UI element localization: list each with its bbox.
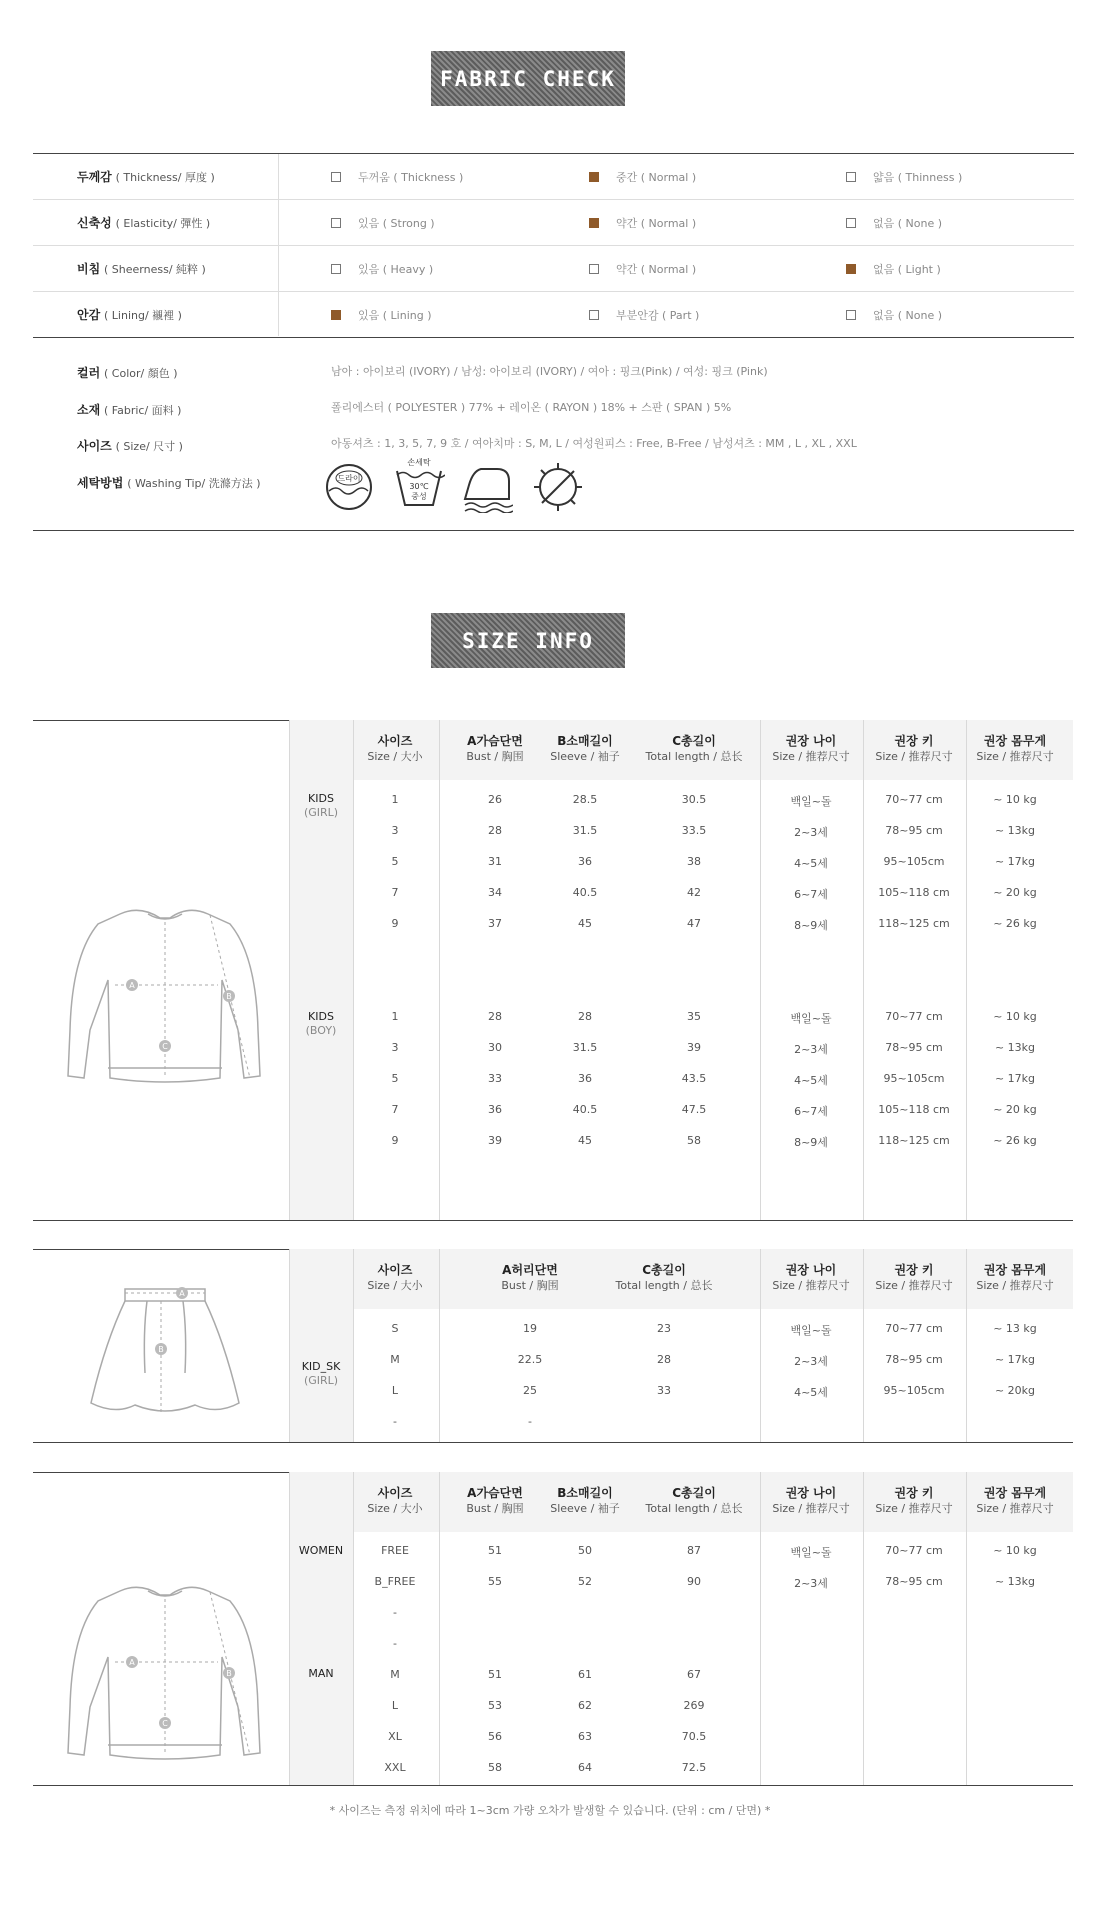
fabric-row-label: 두께감 ( Thickness/ 厚度 ) bbox=[77, 170, 215, 184]
table-cell: 45 bbox=[578, 917, 592, 930]
unchecked-box-icon bbox=[846, 172, 856, 182]
fabric-table-top-line bbox=[33, 153, 1074, 154]
table-cell: 39 bbox=[687, 1041, 701, 1054]
table-cell: 58 bbox=[488, 1761, 502, 1774]
hand-wash-icon bbox=[393, 455, 445, 513]
table-cell: ~ 20 kg bbox=[993, 1103, 1037, 1116]
table-cell: 33 bbox=[488, 1072, 502, 1085]
table-cell: 118~125 cm bbox=[878, 917, 950, 930]
fabric-row-label: 신축성 ( Elasticity/ 彈性 ) bbox=[77, 216, 211, 230]
fabric-option: 있음 ( Strong ) bbox=[331, 215, 435, 231]
checked-box-icon bbox=[589, 218, 599, 228]
table-cell: 70~77 cm bbox=[885, 793, 943, 806]
table-cell: 33 bbox=[657, 1384, 671, 1397]
table-cell: ~ 17kg bbox=[994, 1072, 1036, 1085]
table-cell: 45 bbox=[578, 1134, 592, 1147]
table-cell: ~ 20 kg bbox=[993, 886, 1037, 899]
table-cell: L bbox=[391, 1384, 399, 1397]
table-cell: 47 bbox=[687, 917, 701, 930]
size-note: * 사이즈는 측정 위치에 따라 1~3cm 가량 오차가 발생할 수 있습니다. (단위 : cm / 단면) * bbox=[329, 1804, 771, 1817]
fabric-option: 두꺼움 ( Thickness ) bbox=[331, 169, 463, 185]
size-group-label: WOMEN bbox=[298, 1544, 344, 1557]
fabric-label: 소재 ( Fabric/ 面料 ) bbox=[77, 403, 182, 417]
table-bottom-line bbox=[33, 1220, 1073, 1221]
table-cell: 70~77 cm bbox=[885, 1544, 943, 1557]
table-cell: 4~5세 bbox=[794, 857, 828, 870]
table-cell: L bbox=[391, 1699, 399, 1712]
color-value: 남아 : 아이보리 (IVORY) / 남성: 아이보리 (IVORY) / 여아 : 핑크(Pink) / 여성: 핑크 (Pink) bbox=[331, 365, 768, 378]
table-cell: 28 bbox=[488, 824, 502, 837]
table-cell: 70.5 bbox=[681, 1730, 707, 1743]
table-cell: 61 bbox=[578, 1668, 592, 1681]
column-header: C총길이 Total length / 总长 bbox=[645, 1486, 743, 1515]
table-cell: 5 bbox=[391, 1072, 399, 1085]
table-cell: 50 bbox=[578, 1544, 592, 1557]
table-cell: 1 bbox=[391, 1010, 399, 1023]
column-header: C총길이 Total length / 总长 bbox=[645, 734, 743, 763]
table-cell: 31.5 bbox=[572, 1041, 598, 1054]
fabric-option: 중간 ( Normal ) bbox=[589, 169, 696, 185]
checked-box-icon bbox=[846, 264, 856, 274]
table-cell: 4~5세 bbox=[794, 1074, 828, 1087]
table-cell: 9 bbox=[391, 917, 399, 930]
table-cell: 백일~돌 bbox=[790, 795, 832, 808]
table-cell: 28.5 bbox=[572, 793, 598, 806]
table-cell: 3 bbox=[391, 1041, 399, 1054]
column-header: 권장 키 Size / 推荐尺寸 bbox=[875, 1486, 953, 1515]
fabric-value: 폴리에스터 ( POLYESTER ) 77% + 레이온 ( RAYON ) 18% + 스판 ( SPAN ) 5% bbox=[331, 401, 732, 414]
column-divider bbox=[966, 1472, 967, 1785]
skirt-label-a: A bbox=[179, 1289, 185, 1298]
table-cell: XL bbox=[388, 1730, 402, 1743]
iron-icon bbox=[461, 461, 513, 513]
checked-box-icon bbox=[331, 310, 341, 320]
table-cell: ~ 26 kg bbox=[993, 917, 1037, 930]
table-cell: 1 bbox=[391, 793, 399, 806]
table-cell: 3 bbox=[391, 824, 399, 837]
table-cell: 87 bbox=[687, 1544, 701, 1557]
table-cell: 47.5 bbox=[681, 1103, 707, 1116]
fabric-option: 부분안감 ( Part ) bbox=[589, 307, 699, 323]
table-cell: 26 bbox=[488, 793, 502, 806]
column-header: 권장 나이 Size / 推荐尺寸 bbox=[772, 734, 850, 763]
color-label: 컬러 ( Color/ 顏色 ) bbox=[77, 366, 178, 380]
column-header: A가슴단면 Bust / 胸围 bbox=[466, 734, 524, 763]
table-cell: 269 bbox=[683, 1699, 705, 1712]
row-divider bbox=[33, 291, 1074, 292]
table-cell: - bbox=[393, 1415, 397, 1428]
table-cell: 51 bbox=[488, 1544, 502, 1557]
column-header: 사이즈 Size / 大小 bbox=[367, 734, 423, 763]
table-cell: 8~9세 bbox=[794, 1136, 828, 1149]
column-header: 권장 키 Size / 推荐尺寸 bbox=[875, 1263, 953, 1292]
unchecked-box-icon bbox=[589, 264, 599, 274]
table-cell: 19 bbox=[523, 1322, 537, 1335]
table-cell: 28 bbox=[578, 1010, 592, 1023]
size-group-label: MAN bbox=[308, 1667, 334, 1680]
size-group-label: KIDS (GIRL) bbox=[303, 792, 339, 819]
table-cell: 30.5 bbox=[681, 793, 707, 806]
table-cell: 40.5 bbox=[572, 886, 598, 899]
table-cell: 70~77 cm bbox=[885, 1010, 943, 1023]
table-cell: 105~118 cm bbox=[878, 1103, 950, 1116]
table-cell: ~ 13 kg bbox=[993, 1322, 1037, 1335]
fabric-option: 있음 ( Lining ) bbox=[331, 307, 432, 323]
unchecked-box-icon bbox=[331, 172, 341, 182]
dry-clean-icon bbox=[323, 461, 375, 513]
table-cell: 36 bbox=[578, 855, 592, 868]
fabric-option: 없음 ( Light ) bbox=[846, 261, 941, 277]
table-cell: 35 bbox=[687, 1010, 701, 1023]
table-cell: 78~95 cm bbox=[885, 1353, 943, 1366]
column-header: C총길이 Total length / 总长 bbox=[615, 1263, 713, 1292]
row-divider bbox=[33, 245, 1074, 246]
skirt-label-b: B bbox=[158, 1345, 164, 1354]
table-cell: 56 bbox=[488, 1730, 502, 1743]
row-divider bbox=[33, 199, 1074, 200]
fabric-option: 없음 ( None ) bbox=[846, 307, 942, 323]
fabric-option: 약간 ( Normal ) bbox=[589, 215, 696, 231]
table-cell: 40.5 bbox=[572, 1103, 598, 1116]
unchecked-box-icon bbox=[331, 218, 341, 228]
table-cell: ~ 13kg bbox=[994, 824, 1036, 837]
table-cell: - bbox=[528, 1415, 532, 1428]
table-cell: 43.5 bbox=[681, 1072, 707, 1085]
hand-wash-label: 손세탁 bbox=[407, 458, 431, 467]
table-cell: 70~77 cm bbox=[885, 1322, 943, 1335]
diagram-label-a: A bbox=[129, 981, 135, 990]
unchecked-box-icon bbox=[846, 310, 856, 320]
table-cell: 105~118 cm bbox=[878, 886, 950, 899]
table-cell: 백일~돌 bbox=[790, 1546, 832, 1559]
table-cell: ~ 17kg bbox=[994, 1353, 1036, 1366]
table-cell: - bbox=[393, 1606, 397, 1619]
column-header: B소매길이 Sleeve / 袖子 bbox=[550, 1486, 620, 1515]
table-cell: 30 bbox=[488, 1041, 502, 1054]
table-cell: 백일~돌 bbox=[790, 1012, 832, 1025]
table-cell: 52 bbox=[578, 1575, 592, 1588]
table-cell: 9 bbox=[391, 1134, 399, 1147]
column-header: 권장 나이 Size / 推荐尺寸 bbox=[772, 1486, 850, 1515]
column-header: A가슴단면 Bust / 胸围 bbox=[466, 1486, 524, 1515]
table-cell: 67 bbox=[687, 1668, 701, 1681]
table-cell: FREE bbox=[381, 1544, 409, 1557]
column-header: 권장 몸무게 Size / 推荐尺寸 bbox=[976, 1486, 1054, 1515]
size-group-label: KID_SK (GIRL) bbox=[301, 1360, 341, 1387]
table-cell: ~ 26 kg bbox=[993, 1134, 1037, 1147]
table-cell: 118~125 cm bbox=[878, 1134, 950, 1147]
table-cell: 백일~돌 bbox=[790, 1324, 832, 1337]
unchecked-box-icon bbox=[846, 218, 856, 228]
size-info-title: SIZE INFO bbox=[431, 613, 625, 668]
fabric-option: 얇음 ( Thinness ) bbox=[846, 169, 962, 185]
table-cell: ~ 10 kg bbox=[993, 793, 1037, 806]
table-cell: 63 bbox=[578, 1730, 592, 1743]
column-header: A허리단면 Bust / 胸围 bbox=[501, 1263, 559, 1292]
table-cell: 72.5 bbox=[681, 1761, 707, 1774]
table-cell: 6~7세 bbox=[794, 1105, 828, 1118]
fabric-option: 없음 ( None ) bbox=[846, 215, 942, 231]
hand-wash-temp: 30℃ bbox=[409, 482, 429, 491]
table-cell: 23 bbox=[657, 1322, 671, 1335]
table-cell: 6~7세 bbox=[794, 888, 828, 901]
table-cell: 28 bbox=[488, 1010, 502, 1023]
fabric-row-label: 비침 ( Sheerness/ 純粹 ) bbox=[77, 262, 206, 276]
table-cell: 78~95 cm bbox=[885, 824, 943, 837]
size-label: 사이즈 ( Size/ 尺寸 ) bbox=[77, 439, 183, 453]
table-cell: 95~105cm bbox=[883, 1384, 945, 1397]
column-divider bbox=[289, 1472, 290, 1785]
table-cell: ~ 17kg bbox=[994, 855, 1036, 868]
table-cell: 62 bbox=[578, 1699, 592, 1712]
table-cell: 95~105cm bbox=[883, 855, 945, 868]
column-header: B소매길이 Sleeve / 袖子 bbox=[550, 734, 620, 763]
diagram-label-b: B bbox=[226, 992, 232, 1001]
table-cell: XXL bbox=[384, 1761, 406, 1774]
table-cell: 51 bbox=[488, 1668, 502, 1681]
column-header: 사이즈 Size / 大小 bbox=[367, 1263, 423, 1292]
column-header: 권장 나이 Size / 推荐尺寸 bbox=[772, 1263, 850, 1292]
table-cell: - bbox=[393, 1637, 397, 1650]
table-cell: 38 bbox=[687, 855, 701, 868]
table-cell: 34 bbox=[488, 886, 502, 899]
table-cell: 37 bbox=[488, 917, 502, 930]
table-cell: 64 bbox=[578, 1761, 592, 1774]
table-cell: 7 bbox=[391, 1103, 399, 1116]
column-header: 사이즈 Size / 大小 bbox=[367, 1486, 423, 1515]
fabric-option: 있음 ( Heavy ) bbox=[331, 261, 433, 277]
table-bottom-line bbox=[33, 1785, 1073, 1786]
unchecked-box-icon bbox=[331, 264, 341, 274]
table-cell: 42 bbox=[687, 886, 701, 899]
table-cell: 39 bbox=[488, 1134, 502, 1147]
unchecked-box-icon bbox=[589, 310, 599, 320]
table-cell: 2~3세 bbox=[794, 1043, 828, 1056]
diagram-label-c: C bbox=[162, 1042, 168, 1051]
table-cell: 2~3세 bbox=[794, 1577, 828, 1590]
wash-label: 세탁방법 ( Washing Tip/ 洗滌方法 ) bbox=[77, 476, 261, 490]
column-header: 권장 몸무게 Size / 推荐尺寸 bbox=[976, 734, 1054, 763]
table-cell: ~ 13kg bbox=[994, 1041, 1036, 1054]
table-cell: 2~3세 bbox=[794, 826, 828, 839]
column-divider bbox=[760, 1472, 761, 1785]
table-cell: ~ 10 kg bbox=[993, 1544, 1037, 1557]
table-cell: ~ 13kg bbox=[994, 1575, 1036, 1588]
table-cell: 22.5 bbox=[517, 1353, 543, 1366]
table-cell: ~ 20kg bbox=[994, 1384, 1036, 1397]
hand-wash-note: 중성 bbox=[411, 492, 427, 501]
table-cell: 25 bbox=[523, 1384, 537, 1397]
table-cell: B_FREE bbox=[374, 1575, 416, 1588]
table-cell: 78~95 cm bbox=[885, 1575, 943, 1588]
size-value: 아동셔츠 : 1, 3, 5, 7, 9 호 / 여아치마 : S, M, L / 여성원피스 : Free, B-Free / 남성셔츠 : MM , L , XL , XXL bbox=[331, 437, 857, 450]
table-cell: 53 bbox=[488, 1699, 502, 1712]
diagram-label-a: A bbox=[129, 1658, 135, 1667]
fabric-row-label: 안감 ( Lining/ 襯裡 ) bbox=[77, 308, 182, 322]
column-header: 권장 몸무게 Size / 推荐尺寸 bbox=[976, 1263, 1054, 1292]
table-cell: 90 bbox=[687, 1575, 701, 1588]
table-cell: 78~95 cm bbox=[885, 1041, 943, 1054]
column-divider bbox=[863, 1472, 864, 1785]
table-cell: S bbox=[391, 1322, 399, 1335]
table-cell: ~ 10 kg bbox=[993, 1010, 1037, 1023]
table-bottom-line bbox=[33, 1442, 1073, 1443]
checked-box-icon bbox=[589, 172, 599, 182]
table-cell: 31.5 bbox=[572, 824, 598, 837]
table-cell: 58 bbox=[687, 1134, 701, 1147]
skirt-diagram bbox=[85, 1283, 245, 1423]
dry-label: 드라이 bbox=[337, 474, 361, 483]
table-cell: M bbox=[390, 1353, 400, 1366]
table-cell: 2~3세 bbox=[794, 1355, 828, 1368]
table-cell: 33.5 bbox=[681, 824, 707, 837]
table-cell: 28 bbox=[657, 1353, 671, 1366]
table-cell: 36 bbox=[578, 1072, 592, 1085]
table-cell: 5 bbox=[391, 855, 399, 868]
info-bottom-line bbox=[33, 530, 1074, 531]
no-bleach-icon bbox=[532, 461, 584, 513]
size-group-label: KIDS (BOY) bbox=[305, 1010, 337, 1037]
column-header: 권장 키 Size / 推荐尺寸 bbox=[875, 734, 953, 763]
adult-shirt-diagram bbox=[60, 1577, 275, 1767]
fabric-option: 약간 ( Normal ) bbox=[589, 261, 696, 277]
diagram-label-c: C bbox=[162, 1719, 168, 1728]
table-cell: 36 bbox=[488, 1103, 502, 1116]
table-cell: 8~9세 bbox=[794, 919, 828, 932]
table-cell: 4~5세 bbox=[794, 1386, 828, 1399]
table-cell: 31 bbox=[488, 855, 502, 868]
fabric-table-bottom-line bbox=[33, 337, 1074, 338]
table-cell: M bbox=[390, 1668, 400, 1681]
fabric-check-title: FABRIC CHECK bbox=[431, 51, 625, 106]
table-cell: 55 bbox=[488, 1575, 502, 1588]
diagram-label-b: B bbox=[226, 1669, 232, 1678]
column-divider bbox=[289, 1249, 290, 1442]
shirt-diagram bbox=[60, 900, 275, 1090]
table-cell: 95~105cm bbox=[883, 1072, 945, 1085]
table-cell: 7 bbox=[391, 886, 399, 899]
